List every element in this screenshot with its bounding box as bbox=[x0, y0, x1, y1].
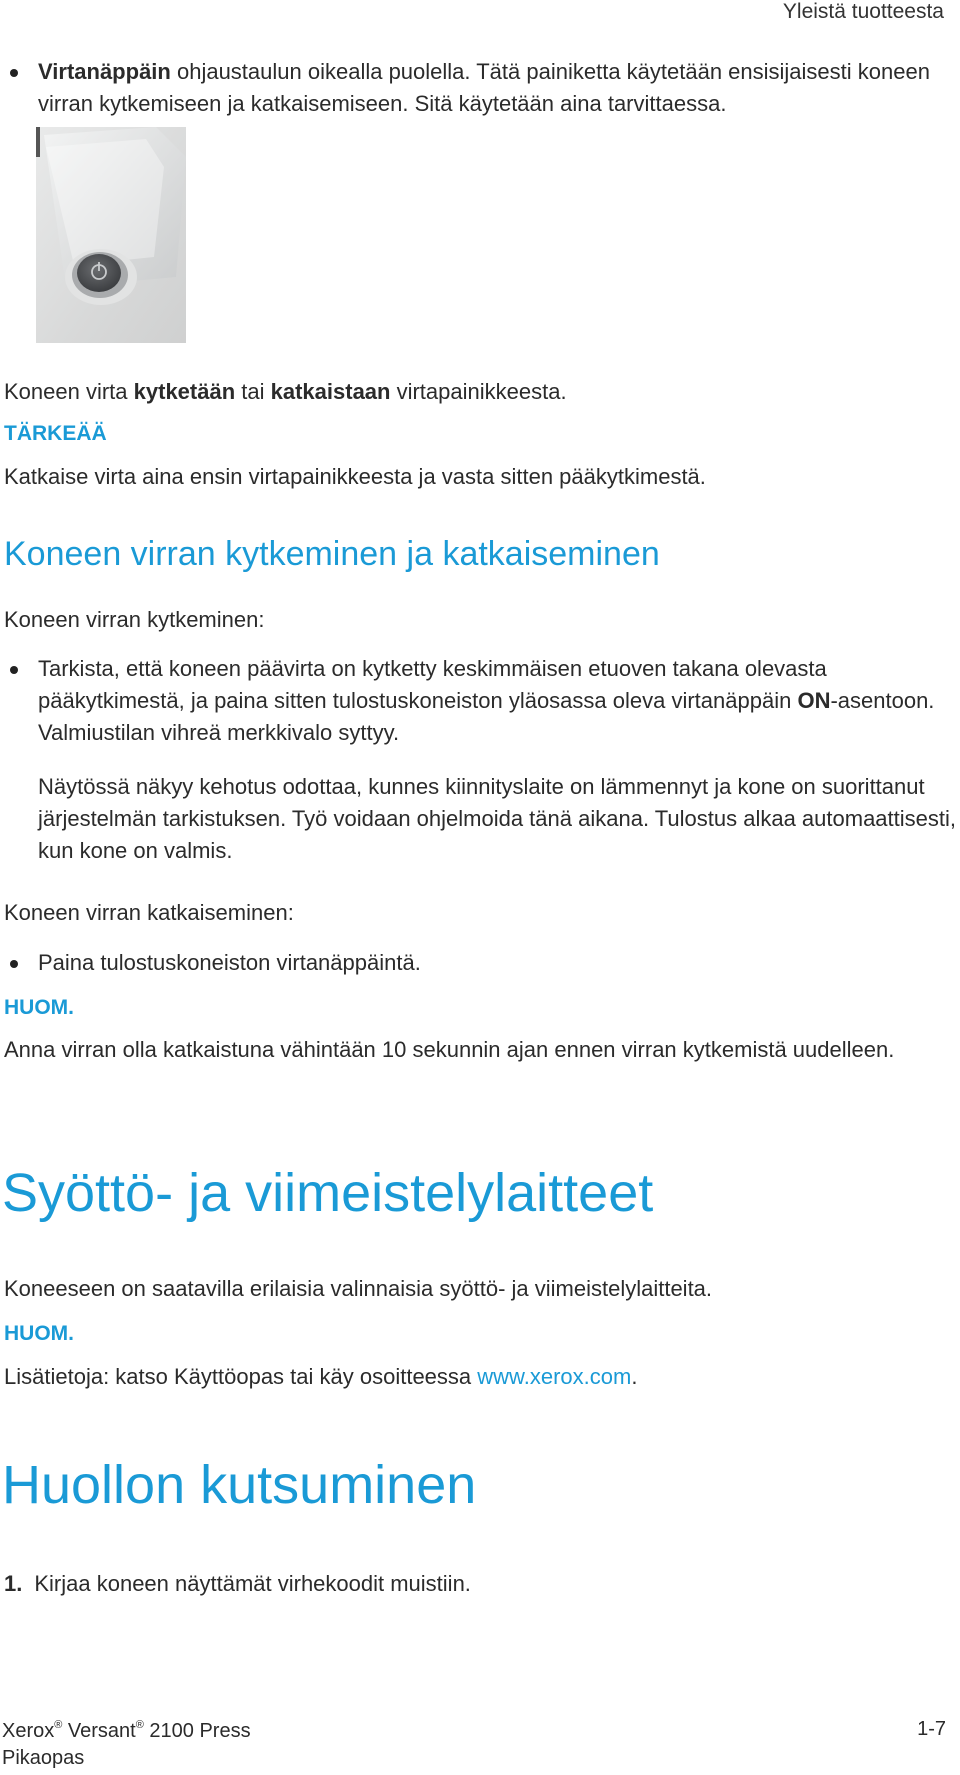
registered-mark: ® bbox=[135, 1719, 144, 1731]
power-note-on: kytketään bbox=[133, 379, 236, 404]
power-off-intro: Koneen virran katkaiseminen: bbox=[4, 900, 294, 925]
power-on-intro: Koneen virran kytkeminen: bbox=[4, 607, 265, 632]
note-label-power: HUOM. bbox=[4, 996, 74, 1019]
footer-model-rest: 2100 Press bbox=[143, 1720, 251, 1742]
bullet-dot bbox=[10, 69, 18, 77]
service-step-1 bbox=[4, 1568, 471, 1600]
footer-doc: Pikaopas bbox=[2, 1747, 85, 1769]
power-note bbox=[4, 376, 567, 408]
note-text-feeders bbox=[4, 1361, 637, 1393]
bullet-dot bbox=[10, 960, 18, 968]
footer-model: Versant bbox=[62, 1720, 136, 1742]
power-note-part: tai bbox=[235, 379, 271, 404]
power-off-step-text: Paina tulostuskoneiston virtanäppäintä. bbox=[38, 950, 421, 975]
section-title-power: Koneen virran kytkeminen ja katkaiseminen bbox=[4, 535, 660, 573]
power-off-step bbox=[4, 947, 944, 981]
footer-product bbox=[2, 1718, 251, 1745]
power-on-followup: Näytössä näkyy kehotus odottaa, kunnes kiinnityslaite on lämmennyt ja kone on suorittanut järjestelmän tarkistuksen. Työ voidaan ohjelmoida tänä aikana. Tulostus alkaa automaattisesti, kun kone on valmis. bbox=[38, 774, 956, 863]
power-note-part: Koneen virta bbox=[4, 379, 134, 404]
page-number: 1-7 bbox=[917, 1718, 946, 1740]
power-on-term: ON bbox=[797, 688, 831, 713]
note-text-power: Anna virran olla katkaistuna vähintään 10 sekunnin ajan ennen virran kytkemistä uudelleen. bbox=[4, 1037, 895, 1062]
bullet-dot bbox=[10, 666, 18, 674]
important-text: Katkaise virta aina ensin virtapainikkeesta ja vasta sitten pääkytkimestä. bbox=[4, 464, 706, 489]
note-label-feeders: HUOM. bbox=[4, 1322, 74, 1345]
running-header: Yleistä tuotteesta bbox=[782, 0, 944, 23]
power-on-step-text bbox=[38, 653, 944, 749]
power-button-item bbox=[4, 56, 944, 126]
note-text-part: Lisätietoja: katso Käyttöopas tai käy osoitteessa bbox=[4, 1364, 478, 1389]
power-button-description: ohjaustaulun oikealla puolella. Tätä painiketta käytetään ensisijaisesti koneen virran kytkemiseen ja katkaisemiseen. Sitä käytetään aina tarvittaessa. bbox=[38, 59, 930, 116]
feeders-text: Koneeseen on saatavilla erilaisia valinnaisia syöttö- ja viimeistelylaitteita. bbox=[4, 1276, 713, 1301]
power-on-step bbox=[4, 653, 944, 753]
step-text: Kirjaa koneen näyttämät virhekoodit muistiin. bbox=[34, 1571, 471, 1596]
power-on-step-part: -asentoon. Valmiustilan vihreä merkkivalo syttyy. bbox=[38, 688, 935, 745]
xerox-link[interactable]: www.xerox.com bbox=[477, 1364, 632, 1389]
footer-brand: Xerox bbox=[2, 1720, 55, 1742]
note-text-part: . bbox=[631, 1364, 638, 1389]
power-on-step-part: Tarkista, että koneen päävirta on kytketty keskimmäisen etuoven takana olevasta pääkytkimestä, ja paina sitten tulostuskoneiston yläosassa oleva virtanäppäin bbox=[38, 656, 827, 713]
power-button-term: Virtanäppäin bbox=[38, 59, 171, 84]
power-note-off: katkaistaan bbox=[270, 379, 391, 404]
important-label: TÄRKEÄÄ bbox=[4, 422, 107, 445]
power-note-part: virtapainikkeesta. bbox=[390, 379, 567, 404]
registered-mark: ® bbox=[54, 1719, 63, 1731]
power-button-text bbox=[38, 56, 944, 120]
footer-left bbox=[2, 1718, 251, 1772]
section-title-feeders: Syöttö- ja viimeistelylaitteet bbox=[2, 1163, 654, 1223]
section-title-service: Huollon kutsuminen bbox=[2, 1455, 477, 1515]
step-number: 1. bbox=[4, 1571, 23, 1596]
power-button-photo bbox=[36, 127, 186, 343]
